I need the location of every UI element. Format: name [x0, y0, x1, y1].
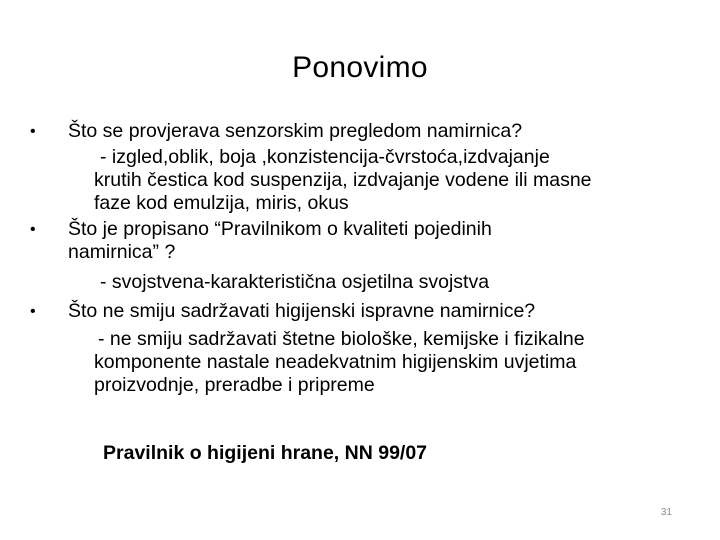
answer-3-line-1: - ne smiju sadržavati štetne biološke, kemijske i fizikalne	[98, 328, 585, 350]
bullet-item-1	[30, 120, 690, 143]
bullet-item-2	[30, 218, 690, 264]
slide-title: Ponovimo	[292, 51, 428, 84]
question-3: Što ne smiju sadržavati higijenski ispravne namirnice?	[68, 300, 536, 322]
answer-2-line-1: - svojstvena-karakteristična osjetilna svojstva	[100, 271, 490, 293]
answer-3-line-2: komponente nastale neadekvatnim higijenskim uvjetima	[94, 351, 577, 373]
question-2-line-2: namirnica” ?	[68, 241, 176, 263]
bullet-icon: •	[30, 221, 36, 238]
answer-1-line-1: - izgled,oblik, boja ,konzistencija-čvrstoća,izdvajanje	[100, 146, 550, 168]
bullet-item-3	[30, 300, 690, 323]
bullet-icon: •	[30, 303, 36, 320]
answer-1-line-3: faze kod emulzija, miris, okus	[94, 192, 349, 214]
question-2-line-1: Što je propisano “Pravilnikom o kvaliteti pojedinih	[68, 218, 492, 240]
answer-2	[30, 271, 690, 294]
answer-3-line-3: proizvodnje, preradbe i pripreme	[94, 374, 375, 396]
source-reference: Pravilnik o higijeni hrane, NN 99/07	[103, 442, 428, 464]
answer-1	[30, 146, 690, 215]
slide-content	[30, 120, 690, 397]
answer-3	[30, 328, 690, 397]
question-1: Što se provjerava senzorskim pregledom namirnica?	[68, 120, 523, 142]
page-number: 31	[660, 507, 672, 518]
bullet-icon: •	[30, 123, 36, 140]
answer-1-line-2: krutih čestica kod suspenzija, izdvajanje vodene ili masne	[94, 169, 592, 191]
